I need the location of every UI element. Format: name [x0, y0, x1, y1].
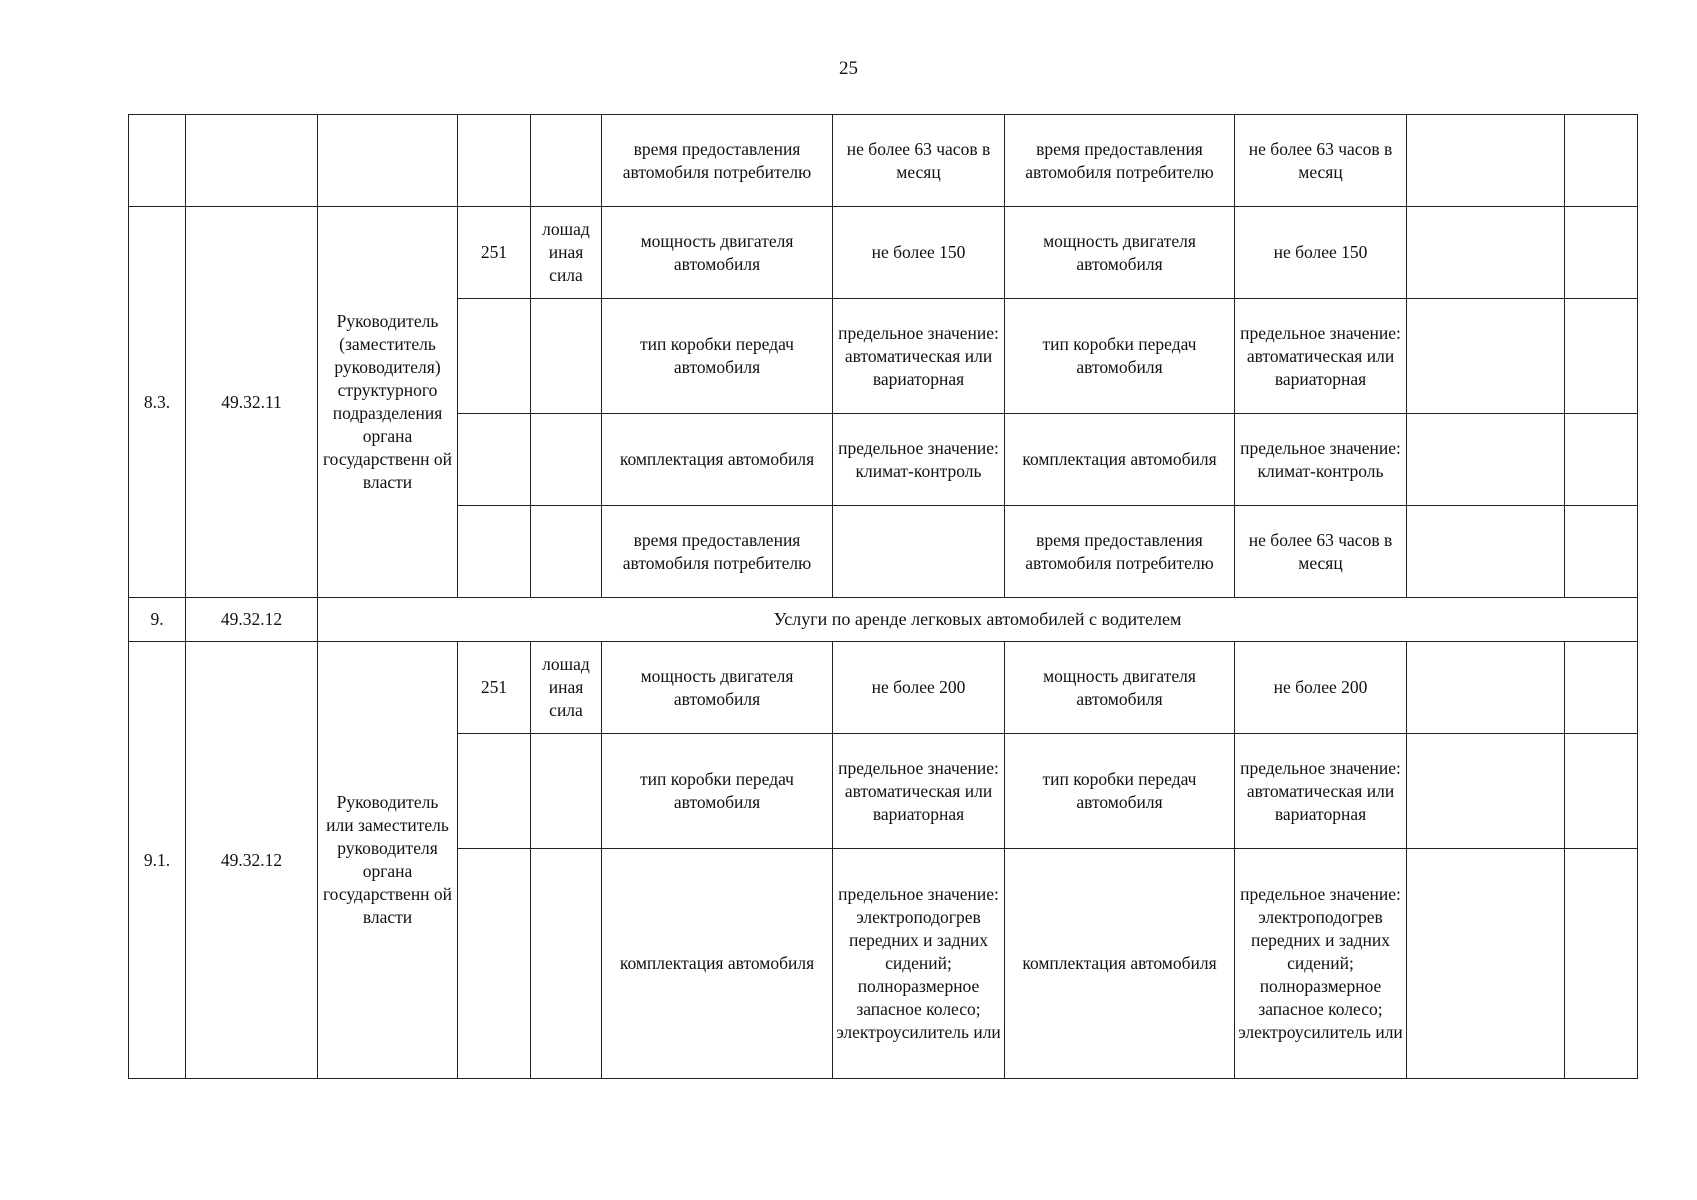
- cell-extra-2: [1565, 506, 1638, 598]
- cell-value: предельное значение: электроподогрев передних и задних сидений; полноразмерное запасное колесо; электроусилитель или: [833, 849, 1005, 1079]
- table-row: [129, 642, 1638, 734]
- cell-extra-1: [1407, 414, 1565, 506]
- cell-code: 49.32.12: [186, 642, 318, 1079]
- cell-unit: [531, 115, 602, 207]
- cell-characteristic-2: комплектация автомобиля: [1005, 849, 1235, 1079]
- cell-extra-2: [1565, 207, 1638, 299]
- table-row: [129, 207, 1638, 299]
- cell-position: Руководитель (заместитель руководителя) структурного подразделения органа государственн ой власти: [318, 207, 458, 598]
- cell-num: 8.3.: [129, 207, 186, 598]
- cell-value-2: предельное значение: автоматическая или вариаторная: [1235, 299, 1407, 414]
- cell-value-2: не более 63 часов в месяц: [1235, 506, 1407, 598]
- table-row: [129, 115, 1638, 207]
- cell-value-2: предельное значение: климат-контроль: [1235, 414, 1407, 506]
- cell-characteristic-2: тип коробки передач автомобиля: [1005, 299, 1235, 414]
- cell-code: 49.32.11: [186, 207, 318, 598]
- cell-value: не более 63 часов в месяц: [833, 115, 1005, 207]
- cell-unit: [531, 506, 602, 598]
- cell-value-2: не более 63 часов в месяц: [1235, 115, 1407, 207]
- cell-value-2: не более 200: [1235, 642, 1407, 734]
- cell-unit: лошад иная сила: [531, 207, 602, 299]
- cell-value-2: не более 150: [1235, 207, 1407, 299]
- cell-characteristic: время предоставления автомобиля потребителю: [602, 506, 833, 598]
- cell-characteristic: комплектация автомобиля: [602, 414, 833, 506]
- cell-extra-1: [1407, 642, 1565, 734]
- cell-extra-2: [1565, 734, 1638, 849]
- cell-extra-1: [1407, 734, 1565, 849]
- cell-okei: [458, 299, 531, 414]
- cell-characteristic-2: время предоставления автомобиля потребителю: [1005, 506, 1235, 598]
- cell-characteristic: тип коробки передач автомобиля: [602, 734, 833, 849]
- cell-extra-2: [1565, 414, 1638, 506]
- cell-okei: [458, 849, 531, 1079]
- cell-unit: [531, 849, 602, 1079]
- cell-characteristic-2: время предоставления автомобиля потребителю: [1005, 115, 1235, 207]
- cell-extra-2: [1565, 115, 1638, 207]
- cell-characteristic: тип коробки передач автомобиля: [602, 299, 833, 414]
- cell-extra-1: [1407, 849, 1565, 1079]
- cell-code: [186, 115, 318, 207]
- cell-num: [129, 115, 186, 207]
- cell-value: предельное значение: климат-контроль: [833, 414, 1005, 506]
- cell-unit: [531, 414, 602, 506]
- cell-position: Руководитель или заместитель руководителя органа государственн ой власти: [318, 642, 458, 1079]
- cell-characteristic: время предоставления автомобиля потребителю: [602, 115, 833, 207]
- cell-okei: [458, 734, 531, 849]
- cell-extra-1: [1407, 506, 1565, 598]
- cell-value-2: предельное значение: автоматическая или вариаторная: [1235, 734, 1407, 849]
- cell-extra-2: [1565, 642, 1638, 734]
- section-row: [129, 598, 1638, 642]
- cell-extra-2: [1565, 849, 1638, 1079]
- cell-okei: [458, 414, 531, 506]
- cell-okei: [458, 115, 531, 207]
- cell-characteristic: комплектация автомобиля: [602, 849, 833, 1079]
- cell-unit: [531, 734, 602, 849]
- cell-characteristic-2: тип коробки передач автомобиля: [1005, 734, 1235, 849]
- cell-value: предельное значение: автоматическая или вариаторная: [833, 299, 1005, 414]
- cell-characteristic: мощность двигателя автомобиля: [602, 207, 833, 299]
- cell-extra-1: [1407, 207, 1565, 299]
- cell-unit: [531, 299, 602, 414]
- cell-extra-2: [1565, 299, 1638, 414]
- cell-value: предельное значение: автоматическая или вариаторная: [833, 734, 1005, 849]
- section-title: Услуги по аренде легковых автомобилей с водителем: [318, 598, 1638, 642]
- page-number: 25: [839, 58, 858, 79]
- cell-value-2: предельное значение: электроподогрев передних и задних сидений; полноразмерное запасное колесо; электроусилитель или: [1235, 849, 1407, 1079]
- cell-value: не более 150: [833, 207, 1005, 299]
- cell-extra-1: [1407, 299, 1565, 414]
- cell-value: не более 200: [833, 642, 1005, 734]
- cell-okei: 251: [458, 642, 531, 734]
- cell-okei: [458, 506, 531, 598]
- section-code: 49.32.12: [186, 598, 318, 642]
- section-num: 9.: [129, 598, 186, 642]
- requirements-table: [128, 114, 1638, 1079]
- cell-position: [318, 115, 458, 207]
- cell-extra-1: [1407, 115, 1565, 207]
- cell-okei: 251: [458, 207, 531, 299]
- cell-unit: лошад иная сила: [531, 642, 602, 734]
- cell-value: [833, 506, 1005, 598]
- cell-characteristic-2: комплектация автомобиля: [1005, 414, 1235, 506]
- cell-characteristic: мощность двигателя автомобиля: [602, 642, 833, 734]
- cell-characteristic-2: мощность двигателя автомобиля: [1005, 207, 1235, 299]
- cell-num: 9.1.: [129, 642, 186, 1079]
- cell-characteristic-2: мощность двигателя автомобиля: [1005, 642, 1235, 734]
